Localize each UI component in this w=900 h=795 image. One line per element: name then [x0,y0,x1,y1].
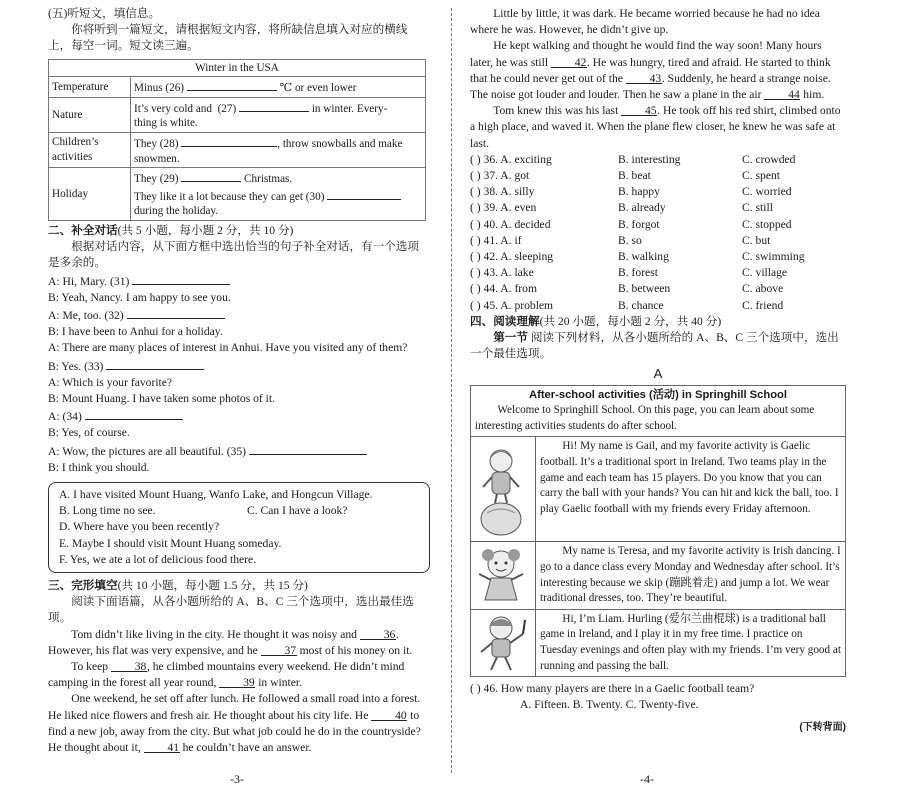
option-e: E. Maybe I should visit Mount Huang someday. [59,536,282,550]
answer-blank-30[interactable] [327,187,401,200]
cell-text: They (29) [134,173,179,186]
row-label: Children’s activities [49,132,131,167]
page-number-right: -4- [640,772,654,786]
dialog-text: A: Wow, the pictures are all beautiful. (35) [48,444,247,458]
table-row [49,97,426,132]
table-row [49,132,426,167]
mcq-question-option-a[interactable]: ( ) 38. A. silly [470,185,535,199]
dialog-answer-blank[interactable] [132,272,230,285]
reading-instructions [470,330,846,362]
para-text: , he climbed mountains every weekend. He didn’t mind camping in the forest all year round, [48,660,405,690]
dialog-text: B: Yeah, Nancy. I am happy to see you. [48,290,231,304]
option-d: D. Where have you been recently? [59,520,220,534]
cloze-paragraph-4: Little by little, it was dark. He became worried because he had no idea where he was. However, he didn’t give up. [470,7,820,37]
teresa-picture [471,542,536,609]
dialog-text: B: I think you should. [48,460,150,474]
dialog [48,272,430,476]
mcq-option-c[interactable]: C. stopped [742,217,792,231]
cloze-blank-42[interactable]: 42 [551,55,587,68]
dialog-line [48,324,430,340]
activities-title: After-school activities (活动) in Springhill School [529,388,787,401]
dialog-answer-blank[interactable] [127,306,225,319]
mcq-option-b[interactable]: B. interesting [618,152,681,166]
dialog-line [48,460,430,476]
girl-on-ball-illustration [473,439,529,539]
cell-text: in winter. Every- [311,102,388,115]
para-text: . However, his flat was very expensive, and he [48,627,399,657]
cell-text: during the holiday. [134,205,219,218]
winter-table [48,59,426,221]
mcq-question-option-a[interactable]: ( ) 36. A. exciting [470,152,552,166]
para-text: . Suddenly, he heard a strange noise. The noise got louder and louder. Then he saw a plane in the air [470,71,831,102]
mcq-option-c[interactable]: C. above [742,282,784,296]
page-number-left: -3- [230,772,244,786]
boy-hurling-illustration [473,612,529,674]
cloze-blank-37[interactable]: 37 [261,643,297,656]
cloze-blank-40[interactable]: 40 [371,708,407,721]
mcq-row [470,184,846,200]
mcq-question-option-a[interactable]: ( ) 42. A. sleeping [470,250,554,264]
mcq-option-b[interactable]: B. forgot [618,217,660,231]
heading-meta: (共 5 小题，每小题 2 分，共 10 分) [117,223,294,237]
dialog-line [48,357,430,375]
dialog-text: A: There are many places of interest in Anhui. Have you visited any of them? [48,341,408,355]
cell-text: Christmas. [244,173,293,186]
para-text: . He took off his red shirt, climbed onto a high place, and waved it. When the plane flew closer, he knew he was safe at last. [470,104,841,150]
mcq-row [470,200,846,216]
mcq-option-c[interactable]: C. worried [742,185,792,199]
mcq-question-option-a[interactable]: ( ) 40. A. decided [470,217,551,231]
cell-text: It’s very cold and [134,102,212,115]
mcq-question-option-a[interactable]: ( ) 37. A. got [470,169,530,183]
cloze-blank-38[interactable]: 38 [111,659,147,672]
para-text: most of his money on it. [299,643,413,657]
para-text: Tom knew this was his last [493,104,619,118]
liam-picture [471,609,536,676]
heading-meta: (共 10 小题，每小题 1.5 分，共 15 分) [117,579,308,593]
dialog-text: A: Me, too. (32) [48,308,124,322]
listening-section-heading: (五)听短文，填信息。 [48,7,161,20]
column-divider [451,8,452,773]
mcq-option-b[interactable]: B. chance [618,298,664,312]
cloze-instructions: 阅读下面语篇，从各小题所给的 A、B、C 三个选项中，选出最佳选项。 [48,595,414,625]
cloze-paragraph-5 [470,38,846,103]
mcq-option-b[interactable]: B. already [618,201,666,215]
dialog-line [48,306,430,324]
mcq-option-b[interactable]: B. happy [618,185,660,199]
mcq-question-option-a[interactable]: ( ) 45. A. problem [470,298,554,312]
cell-text: snowmen. [134,152,180,165]
row-label: Temperature [49,77,131,98]
dialog-answer-blank[interactable] [85,407,183,420]
options-box [48,482,430,573]
mcq-option-b[interactable]: B. forest [618,266,658,280]
cloze-blank-39[interactable]: 39 [219,675,255,688]
activity-row-liam [471,609,846,676]
para-text: to find a new job, away from the city. But what job could he do in the countryside? He thought about it, [48,708,421,755]
option-f: F. Yes, we ate a lot of delicious food there. [59,552,257,566]
mcq-option-c[interactable]: C. spent [742,169,781,183]
activity-row-teresa [471,542,846,609]
left-column [48,6,430,756]
answer-blank-28[interactable] [181,134,277,147]
dialog-text: A: (34) [48,410,82,424]
heading-text: 二、补全对话 [48,223,118,237]
cloze-blank-41[interactable]: 41 [144,740,180,753]
option-c: C. Can I have a look? [247,504,348,518]
para-text: he couldn’t have an answer. [182,741,312,755]
question-46-options[interactable]: A. Fifteen. B. Twenty. C. Twenty-five. [520,698,699,712]
liam-text: Hi, I’m Liam. Hurling (爱尔兰曲棍球) is a traditional ball game in Ireland, and I play it in my free time. I practice on Tuesday evenings and often play with my friends. I’m very good at running and passing the ball. [536,609,846,676]
para-text: . He was hungry, tired and afraid. He started to think that he could never get out of the [470,55,831,85]
dialog-line [48,442,430,460]
cell-text: (27) [217,102,237,115]
row-label: Nature [49,97,131,132]
mcq-option-c[interactable]: C. village [742,266,788,280]
dialog-text: B: I have been to Anhui for a holiday. [48,325,223,339]
mcq-option-c[interactable]: C. still [742,201,773,215]
mcq-row [470,281,846,297]
mcq-option-c[interactable]: C. friend [742,298,784,312]
right-column [470,6,846,736]
dialog-section-heading [48,223,430,239]
answer-blank-29[interactable] [181,169,241,182]
table-row [49,168,426,221]
mcq-option-c[interactable]: C. swimming [742,250,805,264]
mcq-row [470,233,846,249]
teresa-text: My name is Teresa, and my favorite activity is Irish dancing. I go to a dance class every Monday and Wednesday after school. It’s interesting because we skip (蹦跳着走) and jump a lot. We wear traditional dresses, too. They’re beautiful. [536,542,846,609]
mcq-option-c[interactable]: C. crowded [742,152,796,166]
heading-text: 四、阅读理解 [470,314,540,328]
dialog-answer-blank[interactable] [106,357,204,370]
mcq-option-c[interactable]: C. but [742,233,771,247]
mcq-row [470,217,846,233]
para-text: Tom didn’t like living in the city. He thought it was noisy and [71,627,357,641]
reading-section-heading [470,314,846,330]
dialog-text: B: Yes, of course. [48,426,130,440]
dialog-line [48,340,430,356]
dialog-text: A: Hi, Mary. (31) [48,274,130,288]
mcq-question-option-a[interactable]: ( ) 41. A. if [470,233,522,247]
dialog-text: A: Which is your favorite? [48,375,173,389]
mcq-option-b[interactable]: B. beat [618,169,651,183]
instructions-text: 阅读下列材料，从各小题所给的 A、B、C 三个选项中，选出一个最佳选项。 [470,331,839,361]
answer-blank-26[interactable] [187,78,277,91]
question-46: ( ) 46. How many players are there in a Gaelic football team? [470,682,755,696]
cloze-paragraph-2 [48,659,430,691]
option-b: B. Long time no see. [59,504,156,518]
answer-blank-27[interactable] [239,99,309,112]
dialog-line [48,290,430,306]
dialog-line [48,272,430,290]
para-text: in winter. [258,676,302,690]
mcq-row [470,298,846,314]
cloze-paragraph-3 [48,691,430,756]
dialog-line [48,391,430,407]
gail-text: Hi! My name is Gail, and my favorite activity is Gaelic football. It’s a traditional sport in Ireland. Two teams play in the game and each team has 15 players. Do you know that you can carry the ball with your hands? You can hit and kick the ball, too. I play Gaelic football with my friends every Friday afternoon. [536,437,846,542]
cloze-paragraph-6 [470,103,846,152]
dialog-line [48,375,430,391]
listening-instructions: 你将听到一篇短文，请根据短文内容，将所缺信息填入对应的横线上，每空一词。短文读三遍。 [48,23,408,53]
text-a-label: A [653,366,663,382]
continue-overleaf-note: (下转背面) [799,721,846,733]
mcq-question-option-a[interactable]: ( ) 43. A. lake [470,266,534,280]
para-text: him. [803,88,825,102]
mcq-row [470,249,846,265]
cell-text: thing is white. [134,117,198,130]
heading-meta: (共 20 小题，每小题 2 分，共 40 分) [539,314,722,328]
cell-text: They like it a lot because they can get (30) [134,190,325,203]
mcq-option-b[interactable]: B. walking [618,250,669,264]
girl-dancing-illustration [473,544,529,604]
dialog-text: B: Mount Huang. I have taken some photos of it. [48,391,276,405]
cloze-blank-45[interactable]: 45 [621,103,657,116]
cloze-blank-36[interactable]: 36 [360,627,396,640]
mcq-question-option-a[interactable]: ( ) 44. A. from [470,282,537,296]
mcq-row [470,265,846,281]
option-a: A. I have visited Mount Huang, Wanfo Lake, and Hongcun Village. [59,488,373,501]
dialog-instructions: 根据对话内容，从下面方框中选出恰当的句子补全对话，有一个选项是多余的。 [48,240,420,270]
dialog-answer-blank[interactable] [249,442,367,455]
para-text: One weekend, he set off after lunch. He followed a small road into a forest. He liked nice flowers and fresh air. He thought about his city life. He [48,692,421,722]
cell-text: They (28) [134,137,179,150]
activities-intro: Welcome to Springhill School. On this page, you can learn about some interesting activities students do after school. [475,404,815,432]
cell-text: Minus (26) [134,82,185,95]
cell-text: , throw snowballs and make [277,137,403,150]
subsection-label: 第一节 [493,331,528,345]
table-row [49,77,426,98]
dialog-line [48,425,430,441]
para-text: To keep [71,660,109,674]
mcq-row [470,168,846,184]
row-label: Holiday [49,168,131,221]
mcq-question-option-a[interactable]: ( ) 39. A. even [470,201,537,215]
heading-text: 三、完形填空 [48,579,118,593]
dialog-line [48,407,430,425]
cloze-blank-44[interactable]: 44 [764,87,800,100]
mcq-option-b[interactable]: B. so [618,233,642,247]
cell-text: ℃ or even lower [279,82,357,95]
activities-header [471,385,846,437]
para-text: He kept walking and thought he would find the way soon! Many hours later, he was still [470,39,822,69]
mcq-option-b[interactable]: B. between [618,282,671,296]
activity-row-gail [471,437,846,542]
cloze-paragraph-1 [48,627,430,659]
activities-table [470,385,846,678]
mcq-row [470,152,846,168]
table-title: Winter in the USA [49,59,426,77]
cloze-section-heading [48,578,430,594]
cloze-blank-43[interactable]: 43 [626,71,662,84]
dialog-text: B: Yes. (33) [48,359,104,373]
cloze-options [470,152,846,314]
gail-picture [471,437,536,542]
